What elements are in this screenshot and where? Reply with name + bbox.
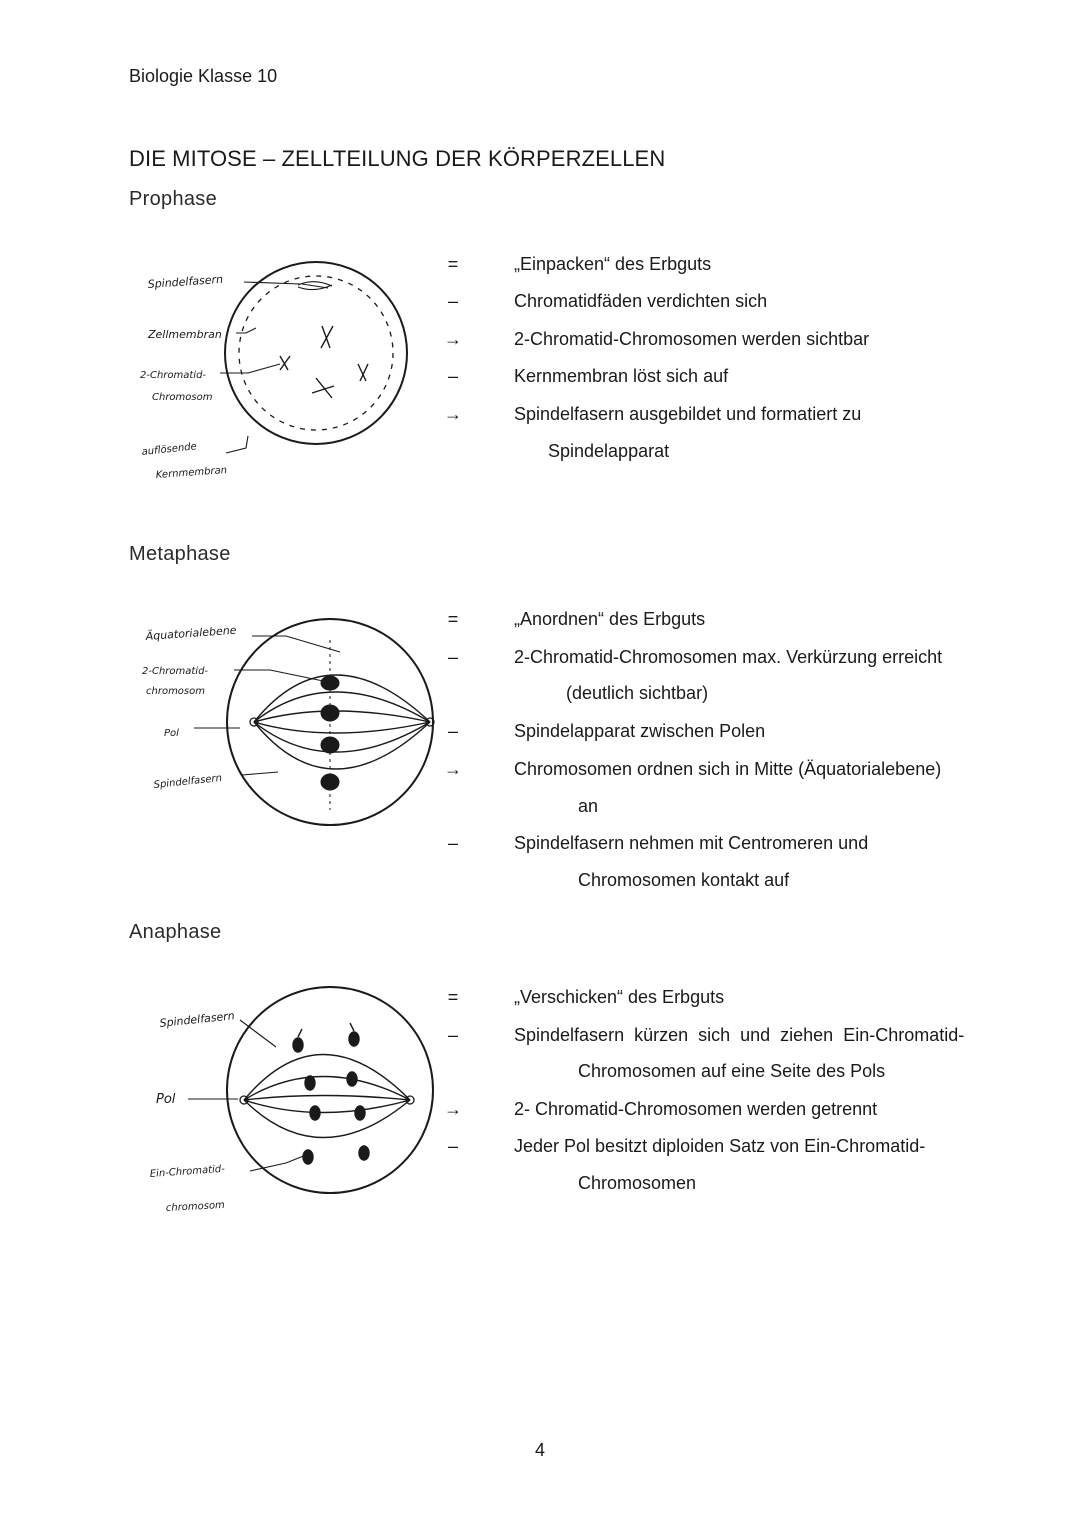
prophase-line: Kernmembran löst sich auf xyxy=(514,366,729,386)
chromosomes-separating xyxy=(293,1023,369,1164)
anaphase-line: „Verschicken“ des Erbguts xyxy=(514,987,725,1007)
anaphase-line: Jeder Pol besitzt diploiden Satz von Ein-Chromatid- xyxy=(514,1136,926,1156)
dissolving-nuclear-membrane xyxy=(239,276,393,430)
prophase-label-chromosom: Chromosom xyxy=(152,392,213,403)
prophase-label-zellmembran: Zellmembran xyxy=(148,328,222,341)
anaphase-symbol: → xyxy=(444,1099,462,1119)
prophase-line: Spindelapparat xyxy=(548,441,670,461)
anaphase-title: Anaphase xyxy=(129,921,222,943)
prophase-symbol: = xyxy=(447,254,459,274)
label-leader-lines xyxy=(220,282,300,453)
metaphase-label-pol: Pol xyxy=(164,728,179,739)
prophase-label-aufloesende: auflösende xyxy=(141,441,198,458)
prophase-title: Prophase xyxy=(129,188,218,210)
anaphase-line: Chromosomen xyxy=(578,1173,697,1193)
anaphase-line: 2- Chromatid-Chromosomen werden getrennt xyxy=(514,1099,878,1119)
metaphase-line: „Anordnen“ des Erbguts xyxy=(514,609,706,629)
metaphase-label-aequatorialebene: Äquatorialebene xyxy=(145,623,237,643)
metaphase-line: Spindelapparat zwischen Polen xyxy=(514,721,766,741)
metaphase-symbol: – xyxy=(447,833,458,853)
metaphase-line: Chromosomen ordnen sich in Mitte (Äquatorialebene) xyxy=(514,759,942,779)
metaphase-symbol: = xyxy=(447,609,459,629)
prophase-symbol: – xyxy=(447,291,458,311)
anaphase-line: Chromosomen auf eine Seite des Pols xyxy=(578,1061,886,1081)
chromosome-sketches xyxy=(280,326,368,398)
metaphase-label-chromatid: 2-Chromatid- xyxy=(142,666,209,677)
anaphase-line: Spindelfasern kürzen sich und ziehen Ein-Chromatid- xyxy=(514,1025,965,1045)
prophase-symbol: → xyxy=(444,404,462,424)
anaphase-label-spindelfasern: Spindelfasern xyxy=(158,1009,236,1030)
anaphase-label-chromosom: chromosom xyxy=(165,1199,226,1214)
metaphase-label-chromosom: chromosom xyxy=(146,686,205,697)
prophase-line: 2-Chromatid-Chromosomen werden sichtbar xyxy=(514,329,870,349)
prophase-label-chromatid: 2-Chromatid- xyxy=(140,370,207,381)
metaphase-label-spindelfasern: Spindelfasern xyxy=(153,772,223,791)
metaphase-symbol: → xyxy=(444,759,462,779)
metaphase-symbol: – xyxy=(447,721,458,741)
metaphase-line: Chromosomen kontakt auf xyxy=(578,870,790,890)
metaphase-line: 2-Chromatid-Chromosomen max. Verkürzung erreicht xyxy=(514,647,943,667)
page-title: DIE MITOSE – ZELLTEILUNG DER KÖRPERZELLEN xyxy=(129,146,666,171)
spindle-fibers-sketch xyxy=(298,282,332,290)
metaphase-line: an xyxy=(578,796,599,816)
anaphase-label-pol: Pol xyxy=(156,1092,176,1107)
prophase-line: „Einpacken“ des Erbguts xyxy=(514,254,712,274)
anaphase-diagram xyxy=(130,975,440,1225)
prophase-label-kernmembran: Kernmembran xyxy=(155,465,228,481)
metaphase-diagram xyxy=(130,610,440,860)
prophase-symbol: → xyxy=(444,329,462,349)
pole-centrioles xyxy=(250,718,434,726)
metaphase-title: Metaphase xyxy=(129,543,231,565)
metaphase-line: Spindelfasern nehmen mit Centromeren und xyxy=(514,833,869,853)
document-header: Biologie Klasse 10 xyxy=(129,66,278,86)
prophase-line: Spindelfasern ausgebildet und formatiert zu xyxy=(514,404,862,424)
label-leader-lines xyxy=(194,636,340,775)
anaphase-label-chromatid: Ein-Chromatid- xyxy=(149,1163,226,1180)
cell-membrane xyxy=(227,987,433,1193)
metaphase-line: (deutlich sichtbar) xyxy=(566,683,709,703)
metaphase-symbol: – xyxy=(447,647,458,667)
spindle-apparatus xyxy=(254,675,430,769)
prophase-diagram xyxy=(130,240,420,500)
prophase-line: Chromatidfäden verdichten sich xyxy=(514,291,768,311)
prophase-label-spindelfasern: Spindelfasern xyxy=(147,272,224,291)
anaphase-symbol: – xyxy=(447,1136,458,1156)
anaphase-symbol: = xyxy=(447,987,459,1007)
prophase-symbol: – xyxy=(447,366,458,386)
page-number: 4 xyxy=(534,1440,545,1460)
spindle-apparatus xyxy=(244,1055,410,1138)
anaphase-symbol: – xyxy=(447,1025,458,1045)
